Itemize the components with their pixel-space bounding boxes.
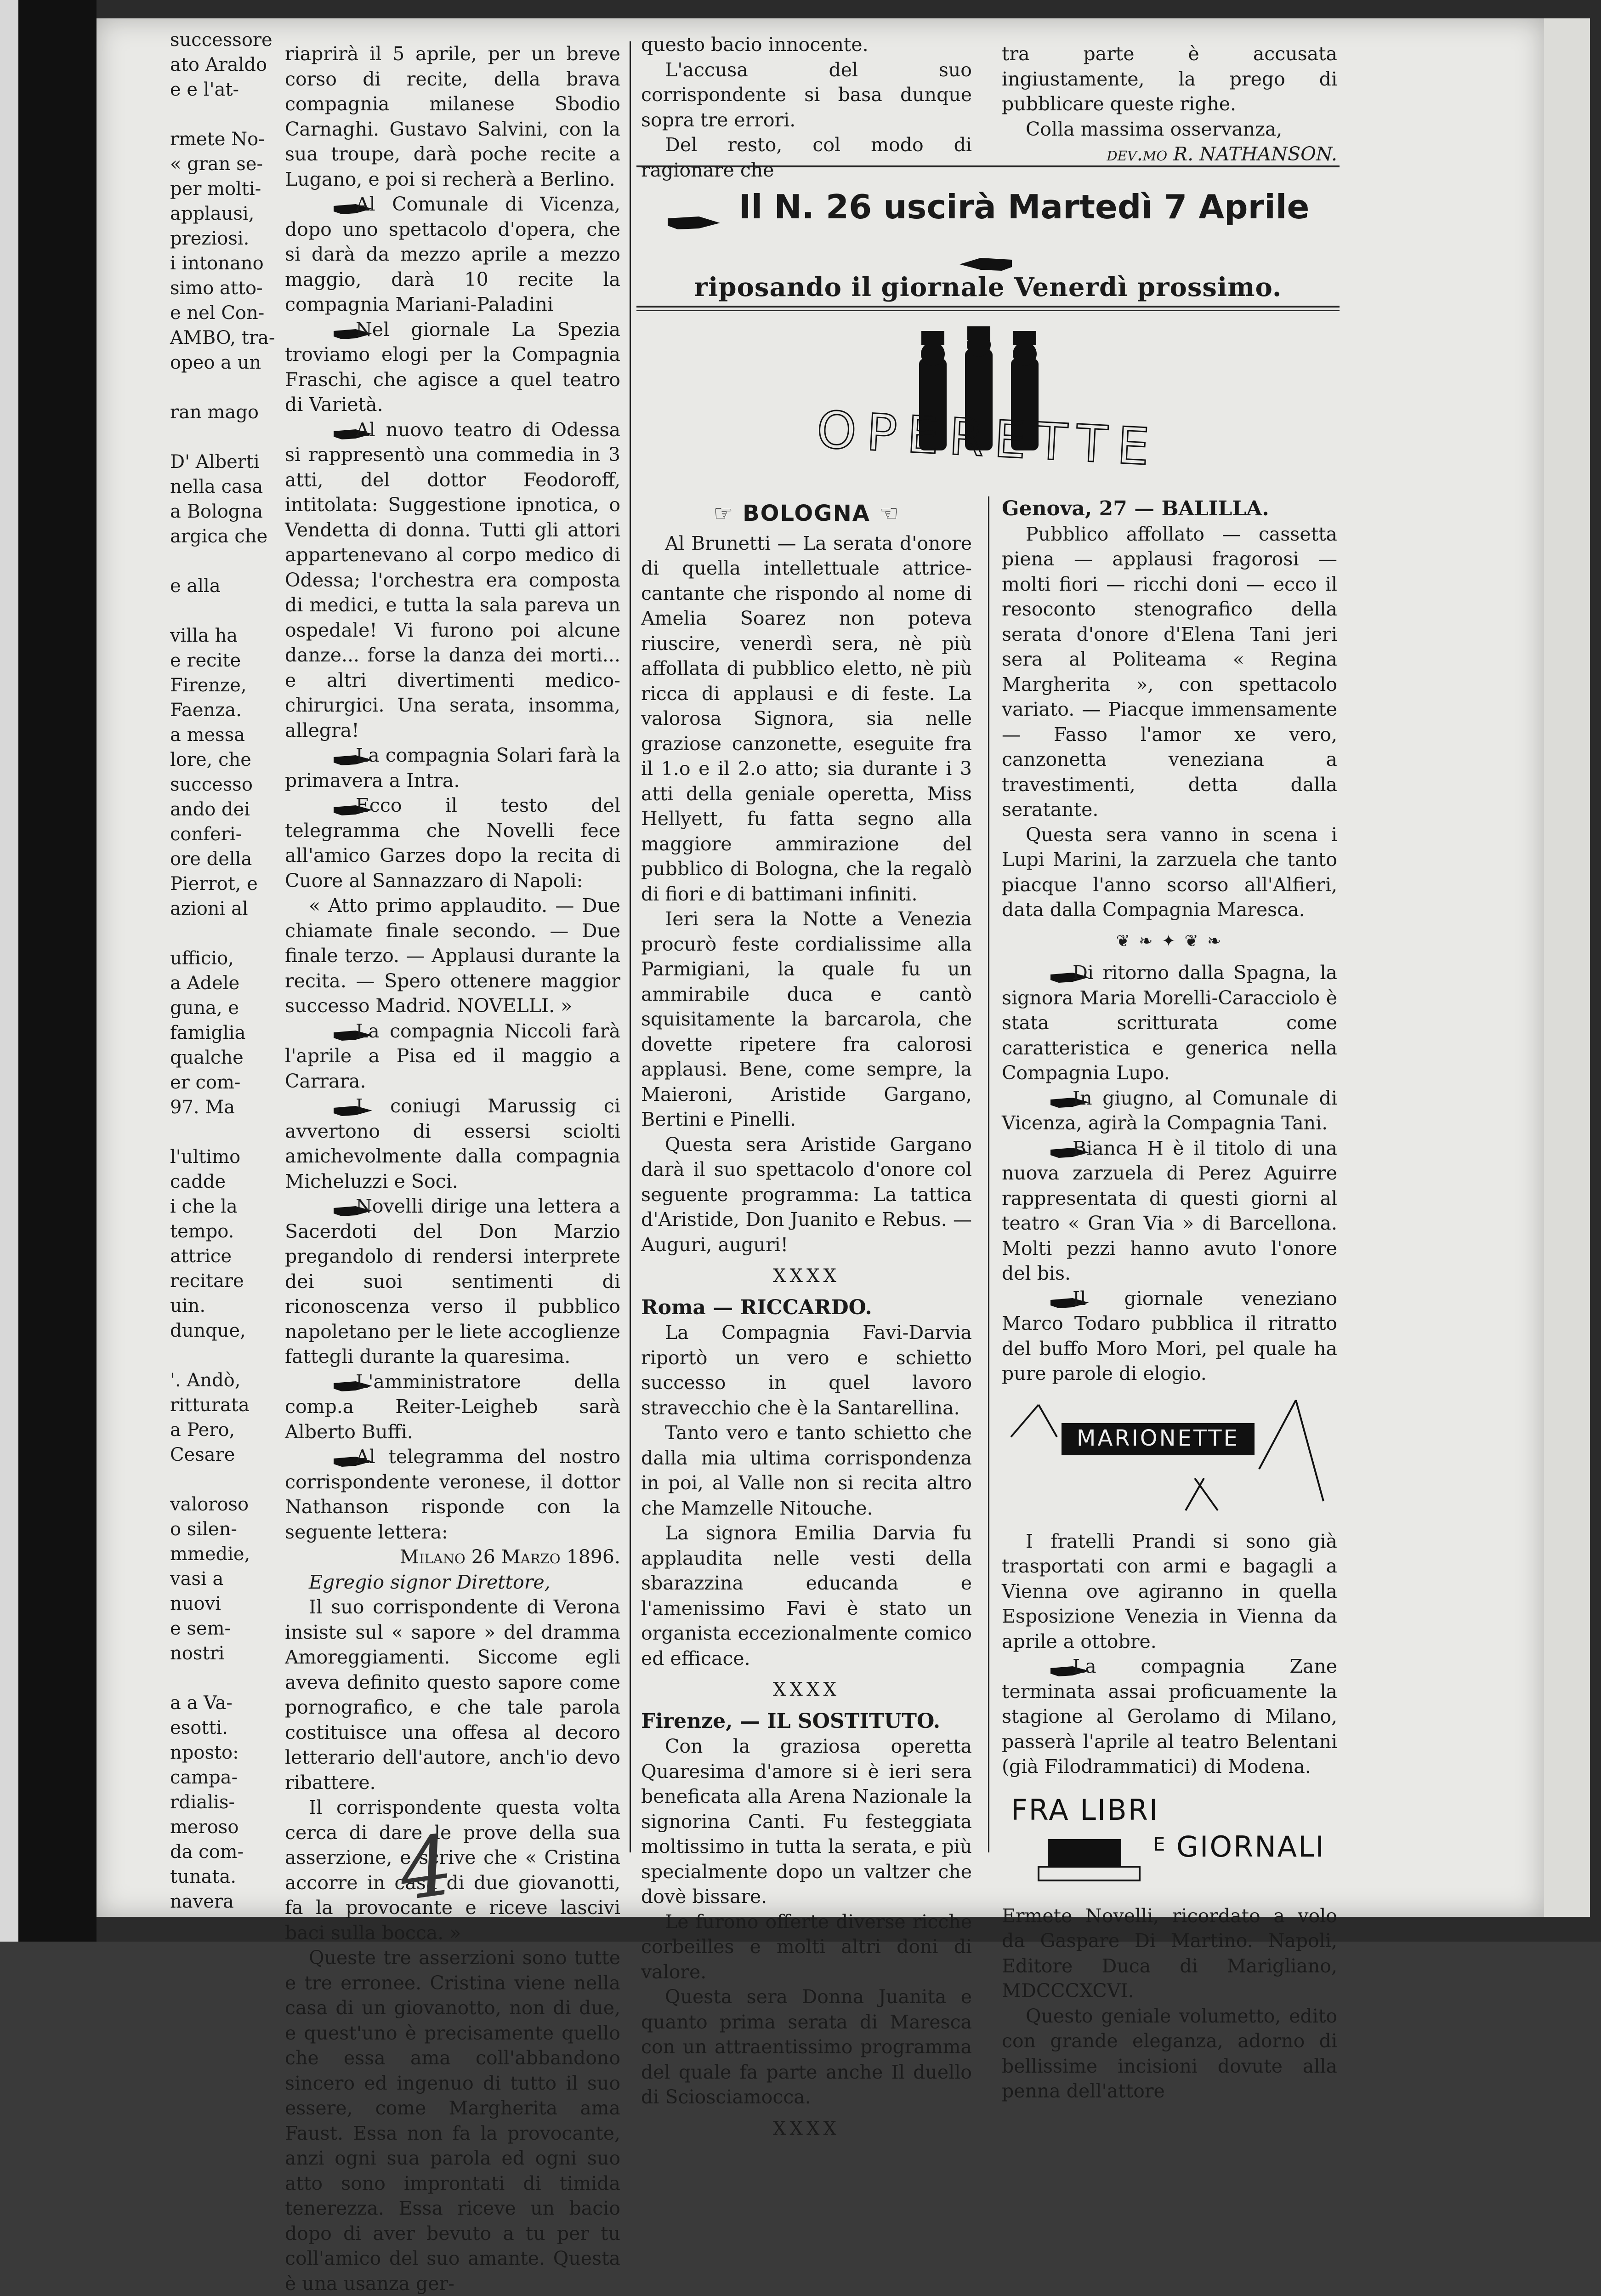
cropped-line: ritturata	[170, 1395, 250, 1416]
cropped-line: lore, che	[170, 749, 251, 770]
pointing-hand-icon	[309, 1025, 350, 1040]
book-review-paragraph: Questo geniale volumetto, edito con grande eleganza, adorno di bellissime incisioni dovute alla penna dell'attore	[1002, 2005, 1337, 2102]
right-sheet-edge	[1544, 18, 1590, 1917]
cropped-line: qualche	[170, 1047, 244, 1068]
cropped-line: azioni al	[170, 898, 248, 919]
letter-paragraph: Il suo corrispondente di Verona insiste sul « sapore » del dramma Amoreggiamenti. Siccome egli aveva definito questo sapore come pornografico, e che tale parola costituisce una offesa al decoro letterario dell'autore, anch'io devo ribattere.	[285, 1596, 620, 1794]
cropped-line	[170, 1467, 260, 1492]
cropped-line: e sem-	[170, 1618, 231, 1639]
cropped-line: tempo.	[170, 1221, 234, 1242]
pointing-hand-icon	[1026, 1660, 1067, 1676]
cropped-line: nposto:	[170, 1742, 239, 1763]
column-rule	[988, 496, 989, 1852]
pointing-hand-icon	[309, 749, 350, 765]
cropped-line	[170, 1120, 260, 1145]
firenze-paragraph: Con la graziosa operetta Quaresima d'amore si è ieri sera beneficata alla Arena Nazionale la signorina Canti. Fu festeggiata moltissimo in tutta la serata, e più specialmente dopo un valtzer che dovè bissare.	[641, 1735, 972, 1908]
cropped-line: er com-	[170, 1072, 241, 1093]
marionette-title: MARIONETTE	[1077, 1425, 1239, 1451]
letter-paragraph: Queste tre asserzioni sono tutte e tre erronee. Cristina viene nella casa di un giovanotto, non di due, e quest'uno è precisamente quello che essa ama coll'abbandono sincero ed ingenuo di tutto il suo essere, come Margherita ama Faust. Essa non fa la provocante, anzi ogni sua parola ed ogni suo atto sono improntati di timida tenerezza. Essa riceve un bacio dopo di aver bevuto a tu per tu coll'amico del suo amante. Questa è una usanza ger-	[285, 1947, 620, 2295]
article: Ecco il testo del telegramma che Novelli fece all'amico Garzes dopo la recita di Cuore al Sannazzaro di Napoli:	[285, 794, 620, 892]
news-note: Il giornale veneziano Marco Todaro pubblica il ritratto del buffo Moro Mori, pel quale ha pure parole di elogio.	[1002, 1287, 1337, 1384]
cropped-line: nostri	[170, 1643, 225, 1664]
books-drawing	[1002, 1789, 1337, 1894]
cropped-line: attrice	[170, 1246, 232, 1267]
roma-paragraph: Tanto vero e tanto schietto che dalla mia ultima corrispondenza in poi, al Valle non si recita altro che Mamzelle Nitouche.	[641, 1422, 972, 1519]
firenze-paragraph: Le furono offerte diverse ricche corbeilles e molti altri doni di valore.	[641, 1910, 972, 1983]
article: L'amministratore della comp.a Reiter-Leigheb sarà Alberto Buffi.	[285, 1370, 620, 1443]
cropped-line: a messa	[170, 724, 245, 746]
cropped-line	[170, 1666, 260, 1691]
libri-title-line-1: FRA LIBRI	[1011, 1793, 1159, 1827]
cropped-line: esotti.	[170, 1717, 228, 1738]
cropped-line: rdialis-	[170, 1792, 235, 1813]
cropped-line: tunata.	[170, 1866, 237, 1887]
cropped-line: campa-	[170, 1767, 238, 1788]
article: La compagnia Niccoli farà l'aprile a Pisa ed il maggio a Carrara.	[285, 1020, 620, 1092]
cropped-line: conferi-	[170, 824, 242, 845]
cropped-line: ando dei	[170, 799, 250, 820]
article: Al Comunale di Vicenza, dopo uno spettacolo d'opera, che si darà da mezzo aprile a mezzo maggio, darà 10 recite la compagnia Mariani-Paladini	[285, 193, 620, 315]
cropped-line	[170, 921, 260, 946]
cropped-line: villa ha	[170, 625, 238, 646]
announcement-line-2: riposando il giornale Venerdì prossimo.	[694, 272, 1282, 302]
cropped-line: opeo a un	[170, 352, 261, 373]
column-3-body	[1002, 496, 1337, 2104]
cropped-line: o silen-	[170, 1519, 237, 1540]
cropped-line: da com-	[170, 1841, 244, 1863]
cropped-line: successo	[170, 774, 253, 795]
cropped-line: e alla	[170, 575, 221, 597]
cropped-line: ran mago	[170, 402, 259, 423]
column-1	[285, 41, 620, 2296]
cropped-line: valoroso	[170, 1494, 249, 1515]
pointing-hand-icon	[309, 1100, 350, 1116]
cropped-line: applausi,	[170, 203, 255, 224]
column-rule	[630, 41, 631, 1852]
cropped-line: '. Andò,	[170, 1370, 241, 1391]
cropped-line: ore della	[170, 849, 252, 870]
column-2	[641, 32, 972, 182]
operette-title: OPERETTE	[815, 400, 1161, 477]
letter-paragraph: Del resto, col modo di ragionare che	[641, 134, 972, 181]
cropped-line: preziosi.	[170, 228, 250, 249]
letter-paragraph: tra parte è accusata ingiustamente, la prego di pubblicare queste righe.	[1002, 43, 1337, 115]
roma-paragraph: La signora Emilia Darvia fu applaudita nelle vesti della sbarazzina educanda e l'amenissimo Favi è stato un organista eccezionalmente comico ed efficace.	[641, 1522, 972, 1669]
ornament-divider: XXXX	[773, 2118, 840, 2139]
marionette-drawing	[1002, 1396, 1337, 1520]
genova-paragraph: Questa sera vanno in scena i Lupi Marini, la zarzuela che tanto piacque l'anno scorso all'Alfieri, data dalla Compagnia Maresca.	[1002, 823, 1337, 921]
firenze-heading: Firenze, — IL SOSTITUTO.	[641, 1709, 941, 1733]
firenze-paragraph: Questa sera Donna Juanita e quanto prima serata di Maresca con un attraentissimo programma del quale fa parte anche Il duello di Sciosciamocca.	[641, 1986, 972, 2108]
announcement-line-1: Il N. 26 uscirà Martedì 7 Aprile	[636, 186, 1340, 269]
cropped-line: D' Alberti	[170, 451, 260, 473]
pointing-hand-icon	[309, 799, 350, 815]
binding-gap	[18, 0, 97, 1942]
libri-title-line-2: E	[1153, 1834, 1165, 1855]
cropped-line	[170, 1343, 260, 1368]
cropped-line: vasi a	[170, 1568, 224, 1590]
cropped-line: ufficio,	[170, 948, 234, 969]
letter-closing: Colla massima osservanza,	[1026, 118, 1283, 140]
cropped-line: a Adele	[170, 973, 240, 994]
cropped-line: recitare	[170, 1270, 244, 1292]
pointing-hand-icon	[309, 1375, 350, 1391]
cropped-line: a Bologna	[170, 501, 263, 522]
article: La compagnia Solari farà la primavera a Intra.	[285, 744, 620, 792]
letter-date: Milano 26 Marzo 1896.	[399, 1546, 620, 1568]
article: Al telegramma del nostro corrispondente veronese, il dottor Nathanson risponde con la seguente lettera:	[285, 1446, 620, 1543]
cropped-line: Faenza.	[170, 700, 242, 721]
pointing-hand-icon	[958, 241, 1013, 260]
article: I coniugi Marussig ci avvertono di essersi sciolti amichevolmente dalla compagnia Micheluzzi e Soci.	[285, 1095, 620, 1192]
pointing-hand-icon	[309, 423, 350, 439]
pointing-hand-icon	[309, 323, 350, 339]
pointing-hand-icon	[1026, 1092, 1067, 1107]
cropped-line: argica che	[170, 526, 268, 547]
operette-illustration	[781, 331, 1195, 483]
ornament-flourish: ❦ ❧ ✦ ❦ ❧	[1116, 931, 1223, 951]
cropped-line: uin.	[170, 1295, 206, 1316]
bologna-paragraph: Questa sera Aristide Gargano darà il suo spettacolo d'onore col seguente programma: La tattica d'Aristide, Don Juanito e Rebus. — Auguri, auguri!	[641, 1133, 972, 1256]
article: Novelli dirige una lettera a Sacerdoti del Don Marzio pregandolo di rendersi interprete dei suoi sentimenti di riconoscenza verso il pubblico napoletano per le liete accoglienze fattegli durante la quaresima.	[285, 1195, 620, 1367]
cropped-line: a a Va-	[170, 1692, 233, 1714]
bologna-paragraph: Al Brunetti — La serata d'onore di quella intellettuale attrice-cantante che rispondo al nome di Amelia Soarez non poteva riuscire, venerdì sera, nè più affollata di pubblico eletto, nè più ricca di applausi e di feste. La valorosa Signora, sia nelle graziose canzonette, eseguite fra il 1.o e il 2.o atto; sia durante i 3 atti della geniale operetta, Miss Hellyett, fu fatta segno alla maggiore ammirazione del pubblico di Bologna, che la regalò di fiori e di battimani infiniti.	[641, 532, 972, 905]
banner-bottom-rule	[636, 306, 1340, 308]
cropped-line: meroso	[170, 1817, 239, 1838]
pointing-hand-icon	[309, 1451, 350, 1466]
bologna-heading: ☞ BOLOGNA ☜	[713, 501, 900, 526]
column-3-top	[1002, 41, 1337, 167]
pointing-hand-icon	[309, 198, 350, 214]
cropped-line: « gran se-	[170, 154, 263, 175]
cropped-line: navera	[170, 1891, 234, 1912]
marionette-paragraph: I fratelli Prandi si sono già trasportati con armi e bagagli a Vienna ove agiranno in quella Esposizione Venezia in Vienna da aprile a ottobre.	[1002, 1530, 1337, 1652]
telegram: « Atto primo applaudito. — Due chiamate finale secondo. — Due finale terzo. — Applausi durante la recita. — Spero ottenere maggior successo Madrid. NOVELLI. »	[285, 894, 620, 1017]
banner-bottom-rule-thin	[636, 310, 1340, 311]
letter-paragraph: L'accusa del suo corrispondente si basa dunque sopra tre errori.	[641, 58, 972, 131]
article: Nel giornale La Spezia troviamo elogi per la Compagnia Fraschi, che agisce a quel teatro di Varietà.	[285, 318, 620, 416]
article: Al nuovo teatro di Odessa si rappresentò una commedia in 3 atti, del dottor Feodoroff, intitolata: Suggestione ipnotica, o Vendetta di donna. Tutti gli attori appartenevano al corpo medico di Odessa; l'orchestra era composta di medici, e tutta la sala pareva un ospedale! Vi furono poi alcune danze... forse la danza dei morti... e altri divertimenti medico-chirurgici. Una serata, insomma, allegra!	[285, 418, 620, 741]
pointing-hand-icon	[309, 1200, 350, 1216]
roma-paragraph: La Compagnia Favi-Darvia riportò un vero e schietto successo in quel lavoro stravecchio che è la Santarellina.	[641, 1322, 972, 1419]
ornament-divider: XXXX	[773, 1679, 840, 1700]
cropped-line: simo atto-	[170, 278, 263, 299]
cropped-line: l'ultimo	[170, 1146, 241, 1168]
cropped-line: per molti-	[170, 178, 261, 199]
adjacent-sheet-edge	[0, 0, 18, 1942]
cropped-line: e e l'at-	[170, 79, 239, 100]
news-note: Di ritorno dalla Spagna, la signora Maria Morelli-Caracciolo è stata scritturata come caratteristica e generica nella Compagnia Lupo.	[1002, 962, 1337, 1084]
roma-heading: Roma — RICCARDO.	[641, 1295, 872, 1319]
cropped-line: Pierrot, e	[170, 873, 258, 894]
cropped-line	[170, 425, 260, 450]
cropped-line	[170, 102, 260, 127]
cropped-line: rmete No-	[170, 129, 265, 150]
news-note: In giugno, al Comunale di Vicenza, agirà la Compagnia Tani.	[1002, 1087, 1337, 1134]
book-review-citation: Ermete Novelli, ricordato a volo da Gaspare Di Martino. Napoli, Editore Duca di Marigliano, MDCCCXCVI.	[1002, 1904, 1337, 2002]
bologna-paragraph: Ieri sera la Notte a Venezia procurò feste cordialissime alla Parmigiani, la quale fu un ammirabile duca e cantò squisitamente la barcarola, che dovette ripetere fra calorosi applausi. Bene, come sempre, la Maieroni, Aristide Gargano, Bertini e Pinelli.	[641, 908, 972, 1130]
ornament-divider: XXXX	[773, 1265, 840, 1287]
letter-signature: dev.mo R. NATHANSON.	[1107, 143, 1337, 165]
cropped-line: dunque,	[170, 1320, 246, 1341]
pointing-hand-icon	[1026, 1142, 1067, 1157]
cropped-line: ato Araldo	[170, 54, 267, 75]
libri-title-line-3: GIORNALI	[1176, 1829, 1325, 1863]
cropped-line	[170, 549, 260, 574]
news-note: Bianca H è il titolo di una nuova zarzuela di Perez Aguirre rappresentata di questi giorni al teatro « Gran Via » di Barcellona. Molti pezzi hanno avuto l'onore del bis.	[1002, 1137, 1337, 1284]
cropped-line: cadde	[170, 1171, 226, 1192]
genova-heading: Genova, 27 — BALILLA.	[1002, 497, 1269, 520]
pointing-hand-icon	[667, 200, 722, 218]
letter-paragraph: Il corrispondente questa volta cerca di dare le prove della sua asserzione, e scrive che « Cristina accorre in casa di due giovanotti, fa la provocante e riceve lascivi baci sulla bocca. »	[285, 1796, 620, 1944]
cropped-line: e nel Con-	[170, 302, 265, 324]
announcement-banner	[636, 186, 1340, 306]
cropped-line: mmedie,	[170, 1544, 250, 1565]
marionette-paragraph: La compagnia Zane terminata assai proficuamente la stagione al Gerolamo di Milano, passerà l'aprile al teatro Belentani (già Filodrammatici) di Modena.	[1002, 1655, 1337, 1778]
cropped-line: 97. Ma	[170, 1097, 235, 1118]
cropped-line	[170, 598, 260, 623]
handwritten-page-number: 4	[393, 1817, 459, 1920]
letter-paragraph: questo bacio innocente.	[641, 34, 869, 56]
letter-salutation: Egregio signor Direttore,	[309, 1571, 551, 1593]
cropped-line: nella casa	[170, 476, 263, 497]
pointing-hand-icon	[1026, 1292, 1067, 1308]
genova-paragraph: Pubblico affollato — cassetta piena — applausi fragorosi — molti fiori — ricchi doni — ecco il resoconto stenografico della serata d'onore d'Elena Tani jeri sera al Politeama « Regina Margherita », con spettacolo variato. — Piacque immensamente — Fasso l'amor xe vero, canzonetta veneziana a travestimenti, detta dalla seratante.	[1002, 523, 1337, 820]
cropped-line: successore	[170, 29, 273, 51]
cropped-line: Firenze,	[170, 675, 247, 696]
cropped-line: nuovi	[170, 1593, 221, 1614]
cropped-line: i che la	[170, 1196, 238, 1217]
cropped-left-column	[170, 28, 275, 1914]
cropped-line: famiglia	[170, 1022, 246, 1043]
cropped-line: AMBO, tra-	[170, 327, 275, 348]
cropped-line: guna, e	[170, 997, 239, 1019]
cropped-line	[170, 375, 260, 400]
pointing-hand-icon	[1026, 967, 1067, 982]
cropped-line: e recite	[170, 650, 241, 671]
marionette-illustration	[1002, 1396, 1337, 1520]
cropped-line: i intonano	[170, 253, 264, 274]
cropped-line: Cesare	[170, 1444, 235, 1465]
article: riaprirà il 5 aprile, per un breve corso di recite, della brava compagnia milanese Sbodio Carnaghi. Gustavo Salvini, con la sua troupe, darà poche recite a Lugano, e poi si recherà a Berlino.	[285, 43, 620, 190]
cropped-line: a Pero,	[170, 1419, 235, 1441]
column-2-body	[641, 496, 972, 2148]
libri-giornali-illustration	[1002, 1789, 1337, 1894]
